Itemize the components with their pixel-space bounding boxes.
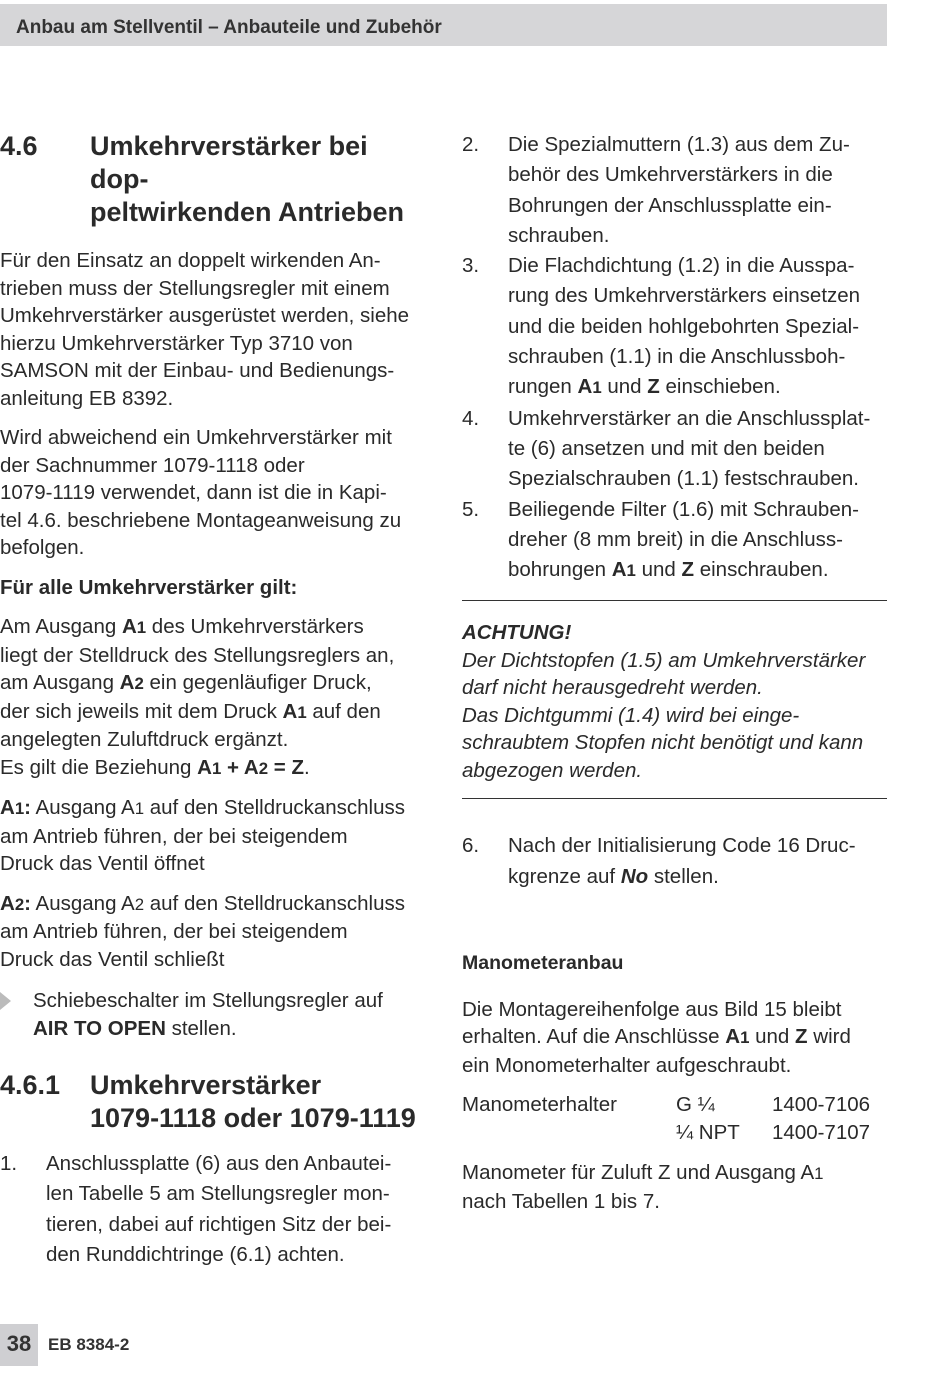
table-row: Manometerhalter G ¼ 1400-7106 xyxy=(462,1093,871,1117)
paragraph-intro: Für den Einsatz an doppelt wirkenden An- trieben muss der Stellungsregler mit einem Umkehrverstärker ausgerüstet werden, siehe hierzu Umkehrverstärker Typ 3710 von SAMSON mit der Einbau- und Bedienungs- anleitung EB 8392. xyxy=(0,249,410,410)
step-6-list xyxy=(462,831,887,892)
left-column xyxy=(0,130,430,1270)
section-title-line: 1079-1118 oder 1079-1119 xyxy=(90,1103,416,1133)
section-number: 4.6.1 xyxy=(0,1070,61,1100)
divider xyxy=(462,600,887,601)
manometer-paragraph: Die Montagereihenfolge aus Bild 15 bleibt erhalten. Auf die Anschlüsse A1 und Z wird ein Monometerhalter aufgeschraubt. xyxy=(462,997,851,1077)
document-id: EB 8384-2 xyxy=(48,1335,130,1354)
section-title-line: Umkehrverstärker xyxy=(90,1070,322,1100)
a1-definition: A1: Ausgang A1 auf den Stelldruckanschluss am Antrieb führen, der bei steigendem Druck das Ventil öffnet xyxy=(0,796,406,875)
manometer-final: Manometer für Zuluft Z und Ausgang A1 nach Tabellen 1 bis 7. xyxy=(462,1161,824,1213)
header-bar xyxy=(0,4,887,46)
page-number: 38 xyxy=(0,1324,38,1366)
a2-definition: A2: Ausgang A2 auf den Stelldruckanschluss am Antrieb führen, der bei steigendem Druck das Ventil schließt xyxy=(0,891,406,971)
list-item: 4. Umkehrverstärker an die Anschlussplat- te (6) ansetzen und mit den beiden Spezialschrauben (1.1) festschrauben. xyxy=(462,406,871,491)
section-number: 4.6 xyxy=(0,131,38,161)
caution-box xyxy=(462,619,887,784)
list-item: 2. Die Spezialmuttern (1.3) aus dem Zu- behör des Umkehrverstärkers in die Bohrungen der Anschlussplatte ein- schrauben. xyxy=(462,133,850,247)
section-title-line: peltwirkenden Antrieben xyxy=(90,197,405,227)
divider xyxy=(462,798,887,799)
formula: A1 + A2 = Z xyxy=(197,755,304,779)
section-title-line: Umkehrverstärker bei dop- xyxy=(90,131,368,194)
paragraph-alternative: Wird abweichend ein Umkehrverstärker mit der Sachnummer 1079-1118 oder 1079-1119 verwendet, dann ist die in Kapi- tel 4.6. beschriebene Montageanweisung zu befolgen. xyxy=(0,426,402,559)
steps-list-right xyxy=(462,130,887,586)
section-4-6-1-heading xyxy=(0,1069,430,1135)
list-item: 3. Die Flachdichtung (1.2) in die Ausspa- rung des Umkehrverstärkers einsetzen und die beiden hohlgebohrten Spezial- schrauben (1.1) in die Anschlussboh- rungen A1 und Z einschieben. xyxy=(462,254,861,399)
list-item: 6. Nach der Initialisierung Code 16 Druc- kgrenze auf No stellen. xyxy=(462,834,856,888)
section-4-6-heading xyxy=(0,130,430,229)
steps-list-left xyxy=(0,1149,430,1270)
all-amplifiers-heading: Für alle Umkehrverstärker gilt: xyxy=(0,575,298,599)
list-item: 5. Beiliegende Filter (1.6) mit Schrauben- dreher (8 mm breit) in die Anschluss- bohrungen A1 und Z einschrauben. xyxy=(462,497,859,582)
page-header-title: Anbau am Stellventil – Anbauteile und Zubehör xyxy=(16,17,442,38)
paragraph-outputs: Am Ausgang A1 des Umkehrverstärkers liegt der Stelldruck des Stellungsreglers an, am Ausgang A2 ein gegenläufiger Druck, der sich jeweils mit dem Druck A1 auf den angelegten Zuluftdruck ergänzt. Es gilt die Beziehung A1 + A2 = Z. xyxy=(0,615,395,779)
caution-title: ACHTUNG! xyxy=(462,621,572,645)
manometer-heading: Manometeranbau xyxy=(462,952,624,975)
manometer-parts-table xyxy=(462,1091,887,1147)
caution-text: Der Dichtstopfen (1.5) am Umkehrverstärker darf nicht herausgedreht werden. Das Dichtgummi (1.4) wird bei einge- schraubtem Stopfen nicht benötigt und kann abgezogen werden. xyxy=(462,648,866,782)
right-column xyxy=(462,130,887,1215)
instruction-bullet: Schiebeschalter im Stellungsregler auf AIR TO OPEN stellen. xyxy=(0,987,430,1043)
list-item: 1. Anschlussplatte (6) aus den Anbautei- len Tabelle 5 am Stellungsregler mon- tieren, dabei auf richtigen Sitz der bei- den Runddichtringe (6.1) achten. xyxy=(0,1152,392,1266)
triangle-bullet-icon xyxy=(0,992,11,1010)
table-row: ¼ NPT 1400-7107 xyxy=(676,1121,871,1145)
